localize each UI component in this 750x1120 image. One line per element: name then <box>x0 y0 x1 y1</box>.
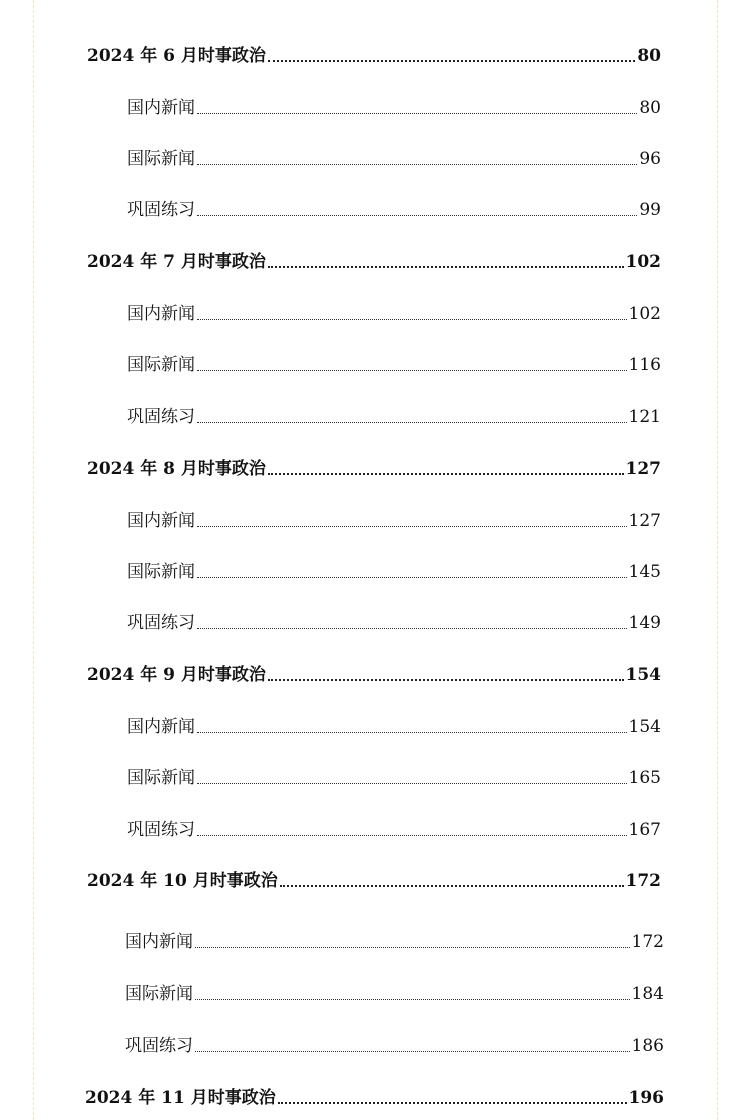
toc-item-title: 国内新闻 <box>127 98 195 118</box>
toc-leader-dots <box>195 1051 630 1052</box>
toc-heading-title: 2024 年 11 月时事政治 <box>85 1088 276 1108</box>
toc-leader-dots <box>268 473 624 475</box>
toc-page-number: 172 <box>631 932 664 952</box>
toc-item-july-international[interactable] <box>127 353 661 377</box>
toc-leader-dots <box>280 885 624 887</box>
toc-item-june-practice[interactable] <box>127 198 661 222</box>
toc-item-title: 国际新闻 <box>127 355 195 375</box>
toc-item-august-practice[interactable] <box>127 611 661 635</box>
toc-item-june-domestic[interactable] <box>127 96 661 120</box>
toc-leader-dots <box>278 1102 627 1104</box>
toc-page-number: 116 <box>628 355 661 375</box>
toc-page-number: 154 <box>628 717 661 737</box>
toc-item-september-domestic[interactable] <box>127 715 661 739</box>
toc-heading-title: 2024 年 9 月时事政治 <box>87 665 266 685</box>
toc-leader-dots <box>197 732 627 733</box>
toc-item-title: 国内新闻 <box>127 511 195 531</box>
toc-page-number: 145 <box>628 562 661 582</box>
toc-page-number: 154 <box>625 665 661 685</box>
toc-item-october-international[interactable] <box>125 982 664 1006</box>
toc-heading-title: 2024 年 8 月时事政治 <box>87 459 266 479</box>
toc-item-july-practice[interactable] <box>127 405 661 429</box>
toc-page-number: 149 <box>628 613 661 633</box>
toc-item-title: 国际新闻 <box>127 768 195 788</box>
toc-item-june-international[interactable] <box>127 147 661 171</box>
toc-leader-dots <box>197 783 627 784</box>
toc-item-title: 巩固练习 <box>127 200 195 220</box>
toc-item-title: 国际新闻 <box>127 149 195 169</box>
toc-page-number: 186 <box>631 1036 664 1056</box>
page-right-border <box>717 0 718 1120</box>
page-left-border <box>33 0 34 1120</box>
toc-page-number: 96 <box>639 149 661 169</box>
toc-page-number: 121 <box>628 407 661 427</box>
toc-item-title: 国内新闻 <box>127 717 195 737</box>
toc-heading-november[interactable] <box>85 1086 664 1110</box>
toc-item-september-international[interactable] <box>127 766 661 790</box>
toc-page-number: 165 <box>628 768 661 788</box>
toc-item-september-practice[interactable] <box>127 818 661 842</box>
toc-item-title: 巩固练习 <box>127 820 195 840</box>
toc-heading-june[interactable] <box>87 44 661 68</box>
toc-page-number: 127 <box>625 459 661 479</box>
toc-leader-dots <box>197 422 627 423</box>
toc-item-july-domestic[interactable] <box>127 302 661 326</box>
toc-leader-dots <box>197 164 637 165</box>
toc-item-title: 国内新闻 <box>127 304 195 324</box>
toc-heading-title: 2024 年 10 月时事政治 <box>87 871 278 891</box>
toc-leader-dots <box>197 577 627 578</box>
toc-item-august-international[interactable] <box>127 560 661 584</box>
toc-page-number: 184 <box>631 984 664 1004</box>
toc-leader-dots <box>268 266 624 268</box>
toc-page-number: 80 <box>639 98 661 118</box>
toc-leader-dots <box>268 60 635 62</box>
toc-page-number: 167 <box>628 820 661 840</box>
toc-item-title: 巩固练习 <box>127 613 195 633</box>
toc-page-number: 99 <box>639 200 661 220</box>
toc-item-title: 国际新闻 <box>127 562 195 582</box>
toc-leader-dots <box>268 679 624 681</box>
toc-heading-title: 2024 年 7 月时事政治 <box>87 252 266 272</box>
toc-heading-august[interactable] <box>87 457 661 481</box>
toc-leader-dots <box>197 370 627 371</box>
toc-page-number: 80 <box>637 46 661 66</box>
toc-leader-dots <box>197 526 627 527</box>
toc-leader-dots <box>197 113 637 114</box>
toc-leader-dots <box>197 319 627 320</box>
toc-heading-july[interactable] <box>87 250 661 274</box>
toc-heading-september[interactable] <box>87 663 661 687</box>
toc-page-number: 102 <box>628 304 661 324</box>
toc-item-title: 巩固练习 <box>125 1036 193 1056</box>
toc-leader-dots <box>197 835 627 836</box>
toc-leader-dots <box>197 628 627 629</box>
toc-page-number: 196 <box>628 1088 664 1108</box>
toc-item-title: 巩固练习 <box>127 407 195 427</box>
toc-page-number: 172 <box>625 871 661 891</box>
toc-heading-title: 2024 年 6 月时事政治 <box>87 46 266 66</box>
toc-leader-dots <box>197 215 637 216</box>
toc-item-title: 国际新闻 <box>125 984 193 1004</box>
toc-item-october-domestic[interactable] <box>125 930 664 954</box>
toc-page-number: 127 <box>628 511 661 531</box>
toc-heading-october[interactable] <box>87 869 661 893</box>
toc-leader-dots <box>195 999 630 1000</box>
toc-item-title: 国内新闻 <box>125 932 193 952</box>
toc-item-october-practice[interactable] <box>125 1034 664 1058</box>
toc-page-number: 102 <box>625 252 661 272</box>
toc-item-august-domestic[interactable] <box>127 509 661 533</box>
toc-leader-dots <box>195 947 630 948</box>
